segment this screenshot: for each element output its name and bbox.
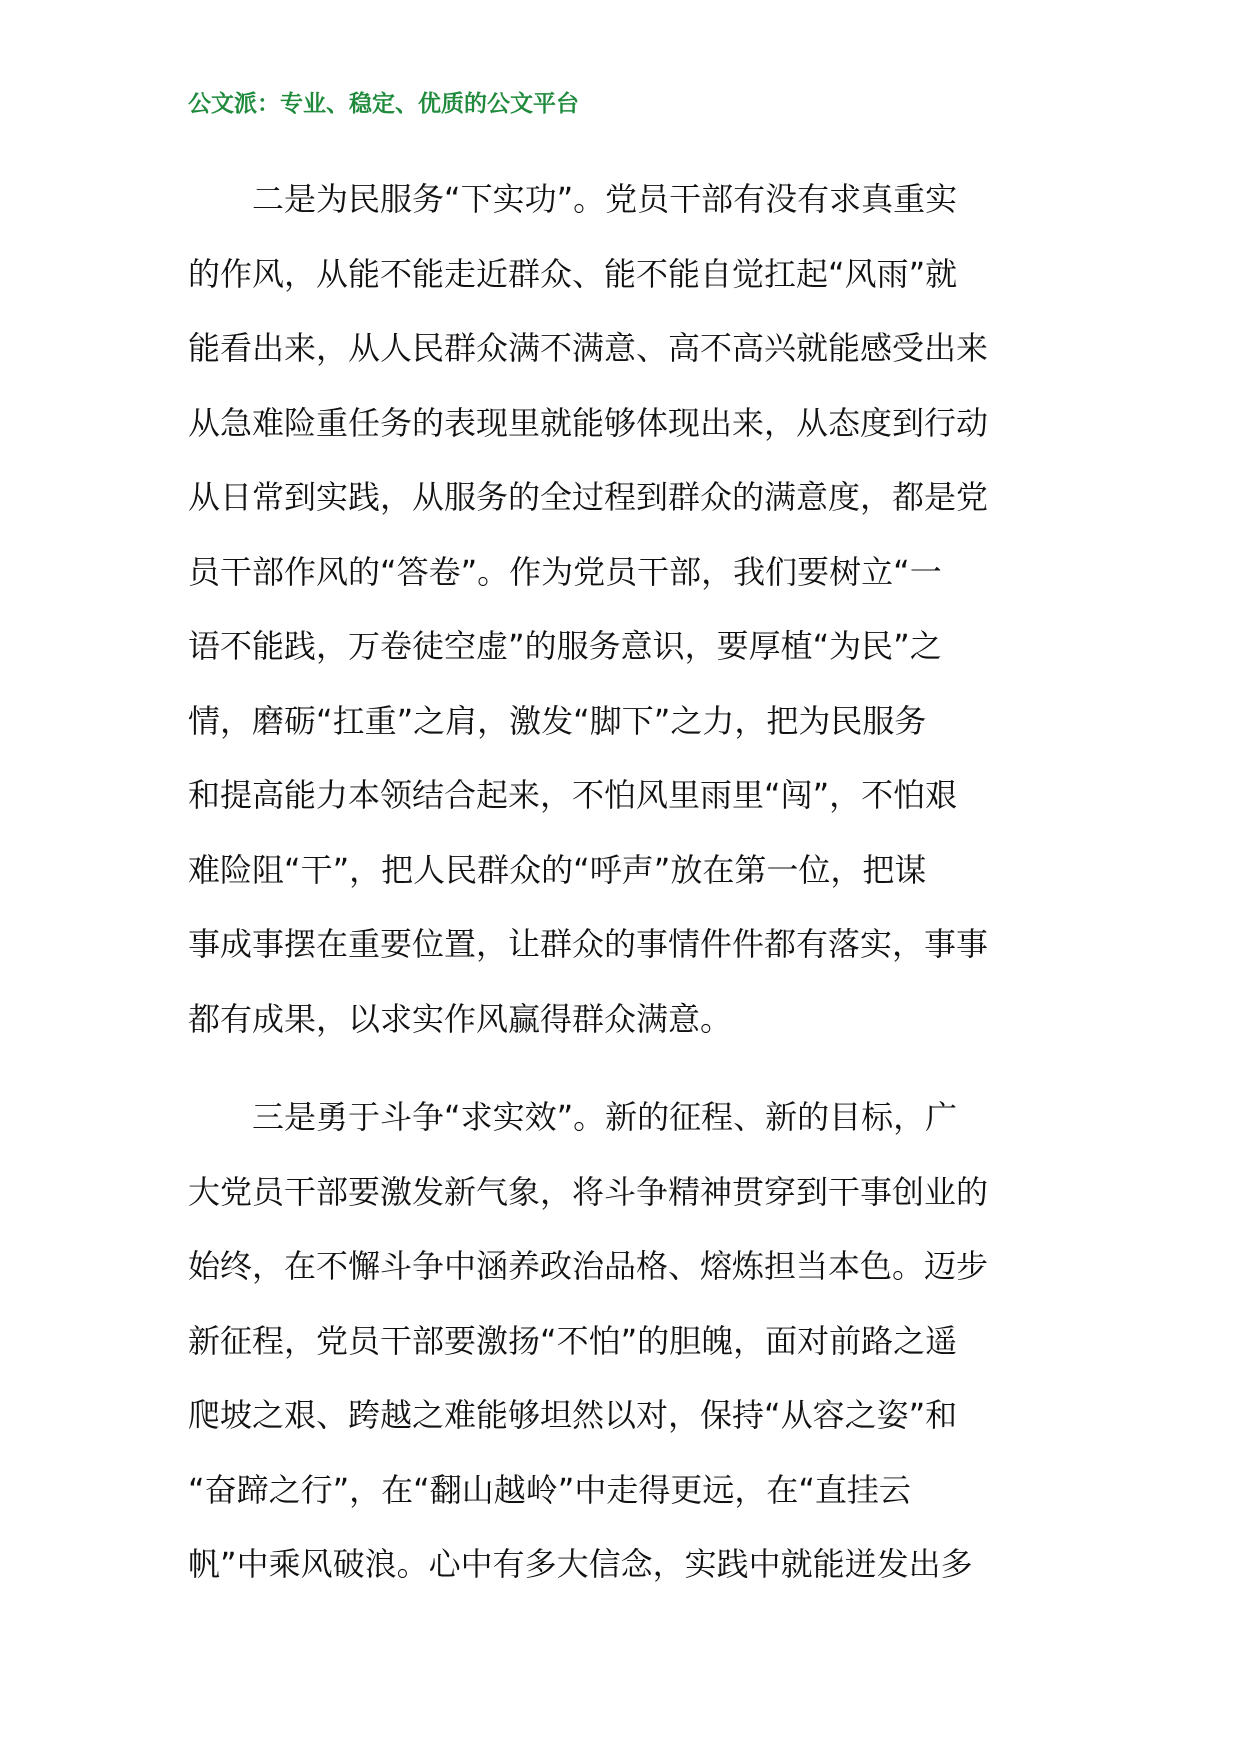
text-line: 事成事摆在重要位置，让群众的事情件件都有落实，事事 (188, 925, 989, 963)
text-line: 帆”中乘风破浪。心中有多大信念，实践中就能迸发出多 (188, 1545, 973, 1583)
text-line: 大党员干部要激发新气象，将斗争精神贯穿到干事创业的 (188, 1172, 989, 1211)
text-line: “奋蹄之行”，在“翻山越岭”中走得更远，在“直挂云 (188, 1470, 911, 1509)
text-line: 语不能践，万卷徒空虚”的服务意识，要厚植“为民”之 (188, 627, 942, 665)
text-line: 都有成果，以求实作风赢得群众满意。 (188, 999, 733, 1038)
paragraph-1 (188, 162, 1058, 1056)
text-line: 和提高能力本领结合起来，不怕风里雨里“闯”，不怕艰 (188, 776, 958, 814)
text-line: 三是勇于斗争“求实效”。新的征程、新的目标，广 (188, 1098, 958, 1136)
text-line: 情，磨砺“扛重”之肩，激发“脚下”之力，把为民服务 (188, 701, 927, 740)
text-line: 能看出来，从人民群众满不满意、高不高兴就能感受出来 (188, 329, 989, 367)
text-line: 新征程，党员干部要激扬“不怕”的胆魄，面对前路之遥 (188, 1321, 958, 1360)
text-line: 二是为民服务“下实功”。党员干部有没有求真重实 (188, 180, 958, 218)
text-line: 爬坡之艰、跨越之难能够坦然以对，保持“从容之姿”和 (188, 1396, 958, 1434)
paragraph-2 (188, 1080, 1058, 1602)
text-line: 难险阻“干”，把人民群众的“呼声”放在第一位，把谋 (188, 850, 927, 889)
page-header: 公文派：专业、稳定、优质的公文平台 (188, 90, 579, 117)
text-line: 员干部作风的“答卷”。作为党员干部，我们要树立“一 (188, 552, 942, 591)
text-line: 始终，在不懈斗争中涵养政治品格、熔炼担当本色。迈步 (188, 1247, 989, 1285)
text-line: 从急难险重任务的表现里就能够体现出来，从态度到行动 (188, 403, 989, 442)
text-line: 从日常到实践，从服务的全过程到群众的满意度，都是党 (188, 478, 989, 516)
text-line: 的作风，从能不能走近群众、能不能自觉扛起“风雨”就 (188, 254, 958, 293)
